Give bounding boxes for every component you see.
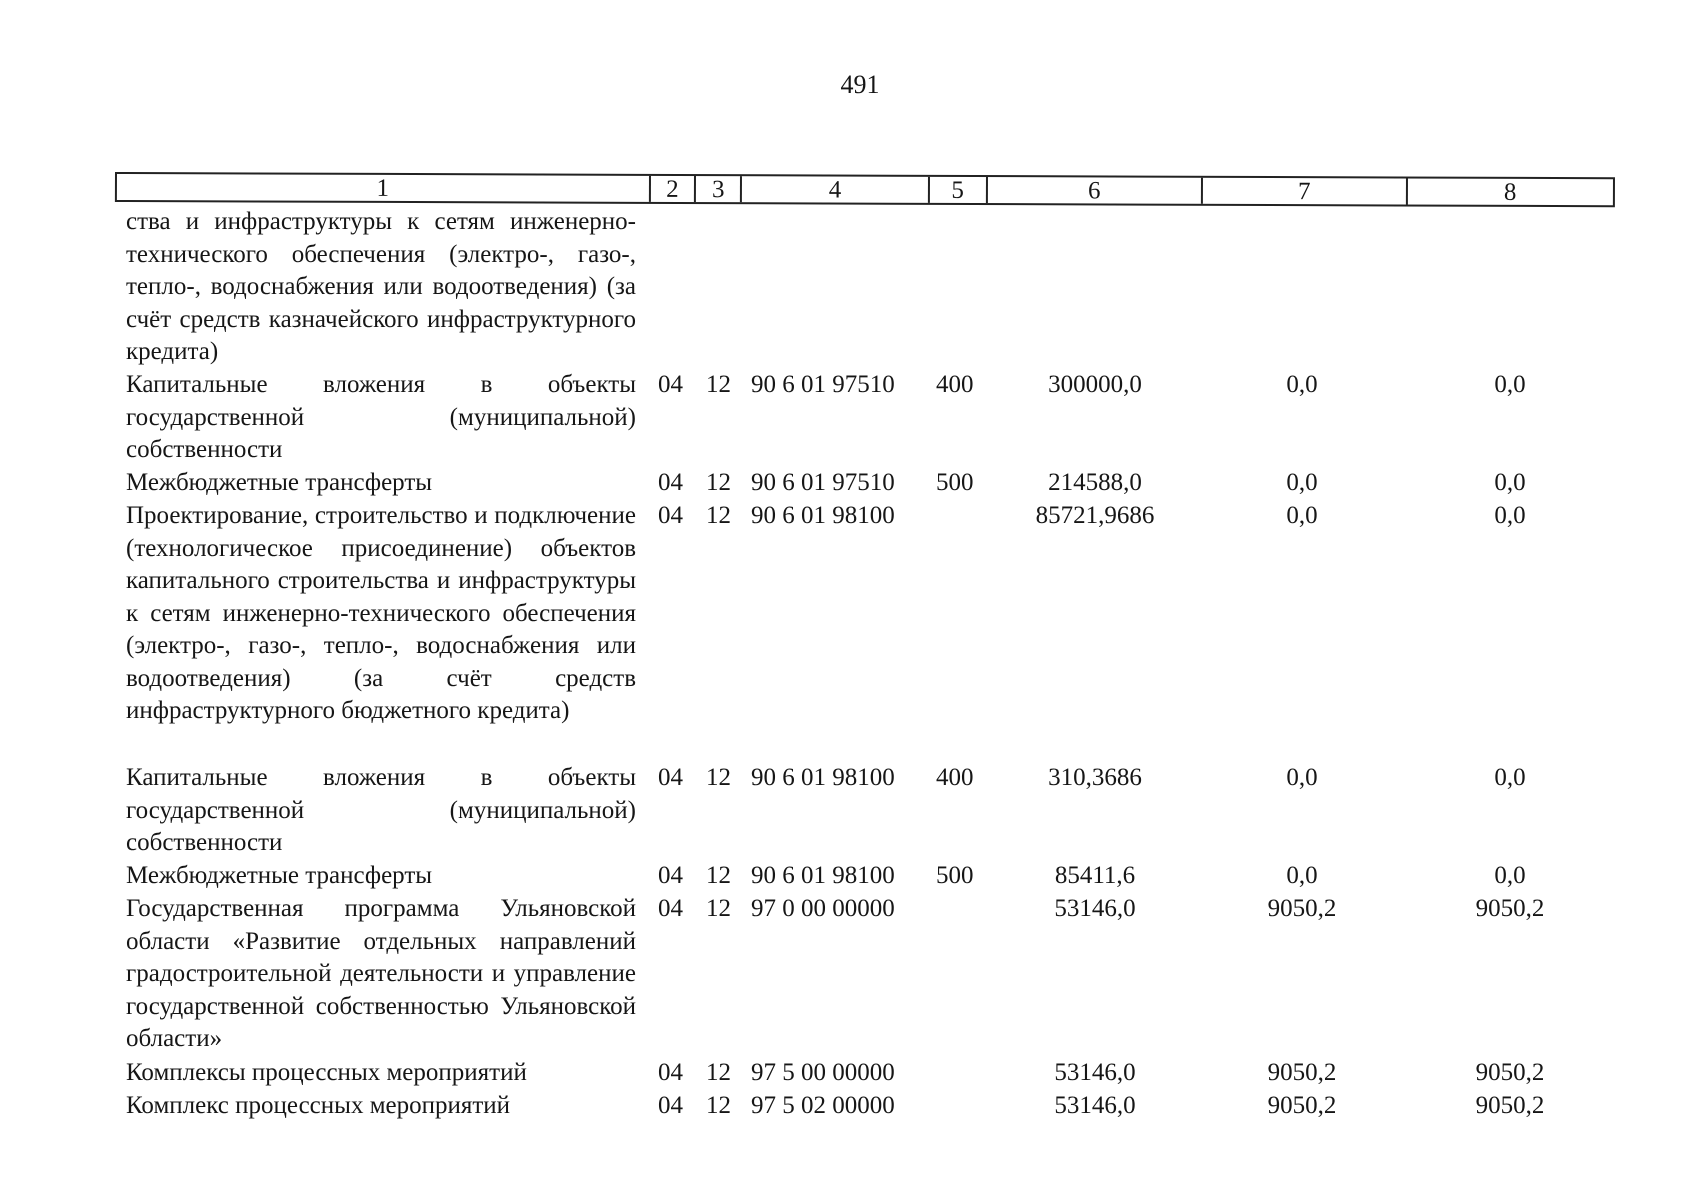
cell-col-3: 12: [706, 895, 731, 922]
cell-col-7: 9050,2: [1267, 1092, 1337, 1119]
cell-col-5: 500: [936, 862, 974, 889]
cell-col-6: 85721,9686: [1035, 502, 1155, 529]
cell-col-5: 400: [936, 764, 974, 791]
cell-col-7: 0,0: [1286, 371, 1318, 398]
cell-col-7: 9050,2: [1267, 895, 1337, 922]
cell-col-4: 90 6 01 98100: [751, 862, 895, 889]
cell-col-3: 12: [706, 371, 731, 398]
row-name: Государственная программа Ульяновской области «Развитие отдельных направлений градостроительной деятельности и управление государственной собственностью Ульяновской области»: [126, 895, 636, 1052]
header-col-8: 8: [1503, 178, 1517, 206]
cell-col-5: 400: [936, 371, 974, 398]
cell-col-2: 04: [658, 764, 683, 791]
cell-col-4: 90 6 01 98100: [751, 764, 895, 791]
cell-col-8: 0,0: [1494, 502, 1526, 529]
cell-col-3: 12: [706, 502, 731, 529]
cell-col-3: 12: [706, 862, 731, 889]
row-name: Межбюджетные трансферты: [126, 862, 433, 889]
cell-col-2: 04: [658, 1092, 683, 1119]
cell-col-7: 0,0: [1286, 469, 1318, 496]
cell-col-4: 90 6 01 97510: [751, 371, 895, 398]
cell-col-4: 90 6 01 98100: [751, 502, 895, 529]
header-col-2: 2: [650, 176, 696, 202]
cell-col-3: 12: [706, 764, 731, 791]
cell-col-8: 9050,2: [1475, 895, 1545, 922]
cell-col-6: 85411,6: [1054, 862, 1136, 889]
cell-col-6: 310,3686: [1048, 764, 1142, 791]
table-header: [115, 172, 1615, 207]
cell-col-2: 04: [658, 371, 683, 398]
row-name: Комплексы процессных мероприятий: [126, 1059, 527, 1086]
cell-col-2: 04: [658, 1059, 683, 1086]
cell-col-7: 0,0: [1286, 502, 1318, 529]
cell-col-4: 97 5 02 00000: [751, 1092, 895, 1119]
row-name: Проектирование, строительство и подключение (технологическое присоединение) объектов капитального строительства и инфраструктуры к сетям инженерно-технического обеспечения (электро-, газо-, тепло-, водоснабжения или водоотведения) (за счёт средств инфраструктурного бюджетного кредита): [126, 502, 636, 724]
cell-col-6: 300000,0: [1048, 371, 1142, 398]
row-name: Капитальные вложения в объекты государственной (муниципальной) собственности: [126, 371, 636, 463]
header-col-3: 3: [696, 176, 742, 202]
cell-col-2: 04: [658, 895, 683, 922]
cell-col-8: 0,0: [1494, 764, 1526, 791]
row-name: ства и инфраструктуры к сетям инженерно-технического обеспечения (электро-, газо-, тепло-, водоснабжения или водоотведения) (за счёт средств казначейского инфраструктурного кредита): [126, 208, 636, 365]
header-col-6: 6: [988, 177, 1204, 204]
cell-col-6: 53146,0: [1054, 1092, 1136, 1119]
cell-col-8: 0,0: [1494, 469, 1526, 496]
cell-col-7: 0,0: [1286, 862, 1318, 889]
cell-col-6: 53146,0: [1054, 1059, 1136, 1086]
cell-col-4: 90 6 01 97510: [751, 469, 895, 496]
cell-col-3: 12: [706, 1092, 731, 1119]
cell-col-2: 04: [658, 469, 683, 496]
header-col-5: 5: [930, 177, 988, 203]
cell-col-7: 9050,2: [1267, 1059, 1337, 1086]
cell-col-6: 53146,0: [1054, 895, 1136, 922]
cell-col-2: 04: [658, 862, 683, 889]
cell-col-5: 500: [936, 469, 974, 496]
cell-col-8: 0,0: [1494, 862, 1526, 889]
cell-col-2: 04: [658, 502, 683, 529]
page-number: 491: [840, 70, 880, 99]
row-name: Комплекс процессных мероприятий: [126, 1092, 511, 1119]
cell-col-8: 0,0: [1494, 371, 1526, 398]
cell-col-7: 0,0: [1286, 764, 1318, 791]
cell-col-3: 12: [706, 469, 731, 496]
header-col-7: 7: [1203, 178, 1408, 205]
cell-col-8: 9050,2: [1475, 1092, 1545, 1119]
header-col-4: 4: [742, 176, 930, 203]
row-name: Межбюджетные трансферты: [126, 469, 433, 496]
cell-col-6: 214588,0: [1048, 469, 1142, 496]
header-col-1: 1: [117, 174, 651, 202]
cell-col-4: 97 5 00 00000: [751, 1059, 895, 1086]
cell-col-4: 97 0 00 00000: [751, 895, 895, 922]
cell-col-3: 12: [706, 1059, 731, 1086]
cell-col-8: 9050,2: [1475, 1059, 1545, 1086]
row-name: Капитальные вложения в объекты государственной (муниципальной) собственности: [126, 764, 636, 856]
